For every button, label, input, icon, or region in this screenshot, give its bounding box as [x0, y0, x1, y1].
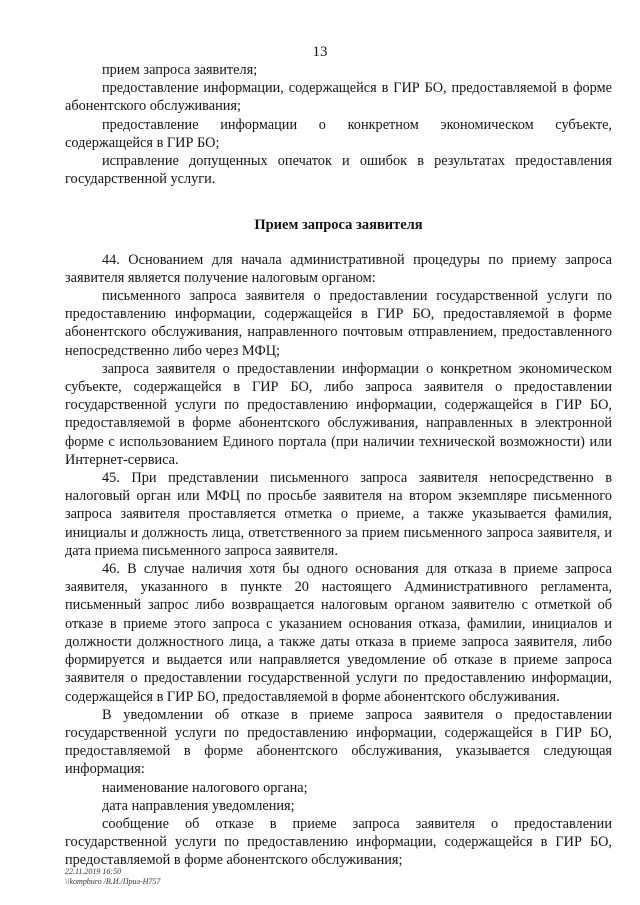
list-item: исправление допущенных опечаток и ошибок в результатах предоставления государственной услуги.: [65, 153, 612, 188]
footer-timestamp: 22.11.2019 16:50: [65, 867, 122, 876]
paragraph: письменного запроса заявителя о предоставлении государственной услуги по предоставлению информации, содержащейся в ГИР БО, предоставляемой в форме абонентского обслуживания, направленного почтовым отправлением, предоставленного непосредственно либо через МФЦ;: [65, 288, 612, 359]
paragraph-46: 46. В случае наличия хотя бы одного основания для отказа в приеме запроса заявителя, указанного в пункте 20 настоящего Административного регламента, письменный запрос либо возвращается налоговым органом заявителю с отметкой об отказе в приеме этого запроса с указанием основания отказа, фамилии, инициалов и должности должностного лица, а также даты отказа в приеме запроса заявителя, либо формируется и выдается или направляется уведомление об отказе в приеме запроса заявителя о предоставлении государственной услуги по предоставлению информации, содержащейся в ГИР БО, предоставляемой в форме абонентского обслуживания.: [65, 561, 612, 705]
paragraph: запроса заявителя о предоставлении информации о конкретном экономическом субъекте, содержащейся в ГИР БО, либо запроса заявителя о предоставлении государственной услуги по предоставлению информации, содержащейся в ГИР БО, предоставляемой в форме абонентского обслуживания, направленных в электронной форме с использованием Единого портала (при наличии технической возможности) или Интернет-сервиса.: [65, 360, 612, 468]
section-heading: Прием запроса заявителя: [254, 217, 423, 234]
paragraph-45: 45. При представлении письменного запроса заявителя непосредственно в налоговый орган или МФЦ по просьбе заявителя на втором экземпляре письменного запроса заявителя проставляется отметка о приеме, а также указывается фамилия, инициалы и должность лица, ответственного за прием письменного запроса заявителя, и дата приема письменного запроса заявителя.: [65, 470, 612, 559]
list-item: дата направления уведомления;: [102, 797, 295, 814]
page-number: 13: [312, 44, 328, 60]
paragraph-44: 44. Основанием для начала административной процедуры по приему запроса заявителя является получение налоговым органом:: [65, 251, 612, 286]
list-item: наименование налогового органа;: [102, 779, 308, 796]
list-item: сообщение об отказе в приеме запроса заявителя о предоставлении государственной услуги по предоставлению информации, содержащейся в ГИР БО, предоставляемой в форме абонентского обслуживания;: [65, 815, 612, 869]
list-item: предоставление информации о конкретном экономическом субъекте, содержащейся в ГИР БО;: [65, 116, 612, 151]
footer-path: \\kompburo /В.И./Прил-Н757: [65, 877, 161, 886]
footer-stamp: [65, 867, 160, 887]
document-body: [65, 61, 612, 870]
paragraph: В уведомлении об отказе в приеме запроса заявителя о предоставлении государственной услуги по предоставлению информации, содержащейся в ГИР БО, предоставляемой в форме абонентского обслуживания, указывается следующая информация:: [65, 706, 612, 778]
list-item: прием запроса заявителя;: [102, 62, 258, 78]
list-item: предоставление информации, содержащейся в ГИР БО, предоставляемой в форме абонентского обслуживания;: [65, 80, 612, 115]
